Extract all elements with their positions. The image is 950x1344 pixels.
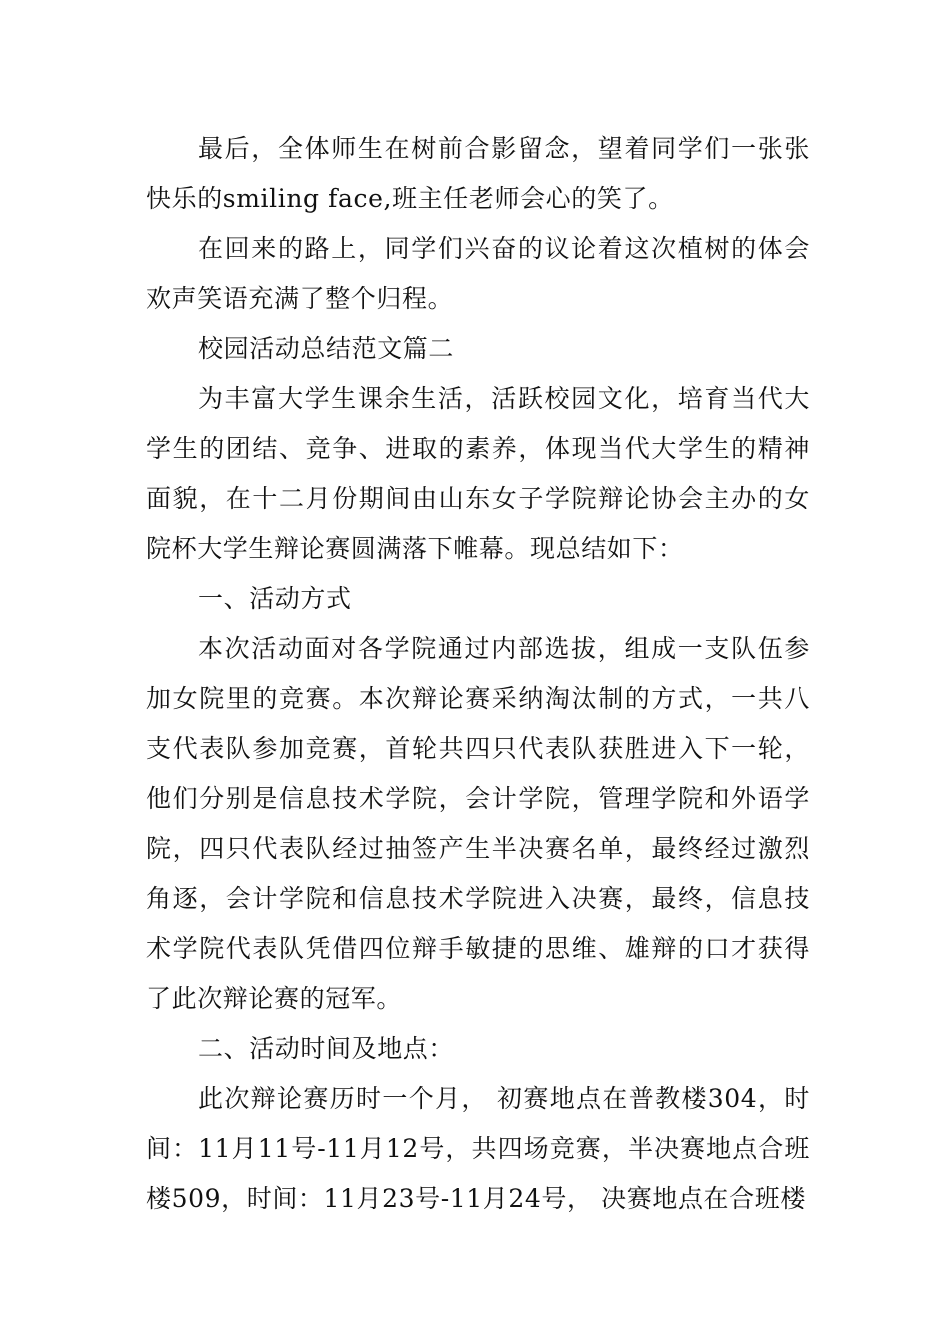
heading-activity-format: 一、活动方式 bbox=[198, 584, 352, 613]
document-body bbox=[146, 124, 810, 1224]
section-title-part-two: 校园活动总结范文篇二 bbox=[198, 334, 455, 363]
paragraph-return-trip: 在回来的路上，同学们兴奋的议论着这次植树的体会欢声笑语充满了整个归程。 bbox=[146, 234, 810, 313]
heading-time-and-place: 二、活动时间及地点： bbox=[198, 1034, 455, 1063]
paragraph-group-photo: 最后，全体师生在树前合影留念，望着同学们一张张快乐的smiling face,班主任老师会心的笑了。 bbox=[146, 134, 810, 213]
paragraph-time-and-place: 此次辩论赛历时一个月， 初赛地点在普教楼304，时间：11月11号-11月12号，共四场竞赛，半决赛地点合班楼509，时间：11月23号-11月24号， 决赛地点在合班楼 bbox=[146, 1084, 810, 1213]
paragraph-activity-format: 本次活动面对各学院通过内部选拔，组成一支队伍参加女院里的竞赛。本次辩论赛采纳淘汰制的方式，一共八支代表队参加竞赛，首轮共四只代表队获胜进入下一轮，他们分别是信息技术学院，会计学院，管理学院和外语学院，四只代表队经过抽签产生半决赛名单，最终经过激烈角逐，会计学院和信息技术学院进入决赛，最终，信息技术学院代表队凭借四位辩手敏捷的思维、雄辩的口才获得了此次辩论赛的冠军。 bbox=[146, 634, 810, 1013]
paragraph-introduction: 为丰富大学生课余生活，活跃校园文化，培育当代大学生的团结、竞争、进取的素养，体现当代大学生的精神面貌，在十二月份期间由山东女子学院辩论协会主办的女院杯大学生辩论赛圆满落下帷幕。现总结如下： bbox=[146, 384, 810, 563]
